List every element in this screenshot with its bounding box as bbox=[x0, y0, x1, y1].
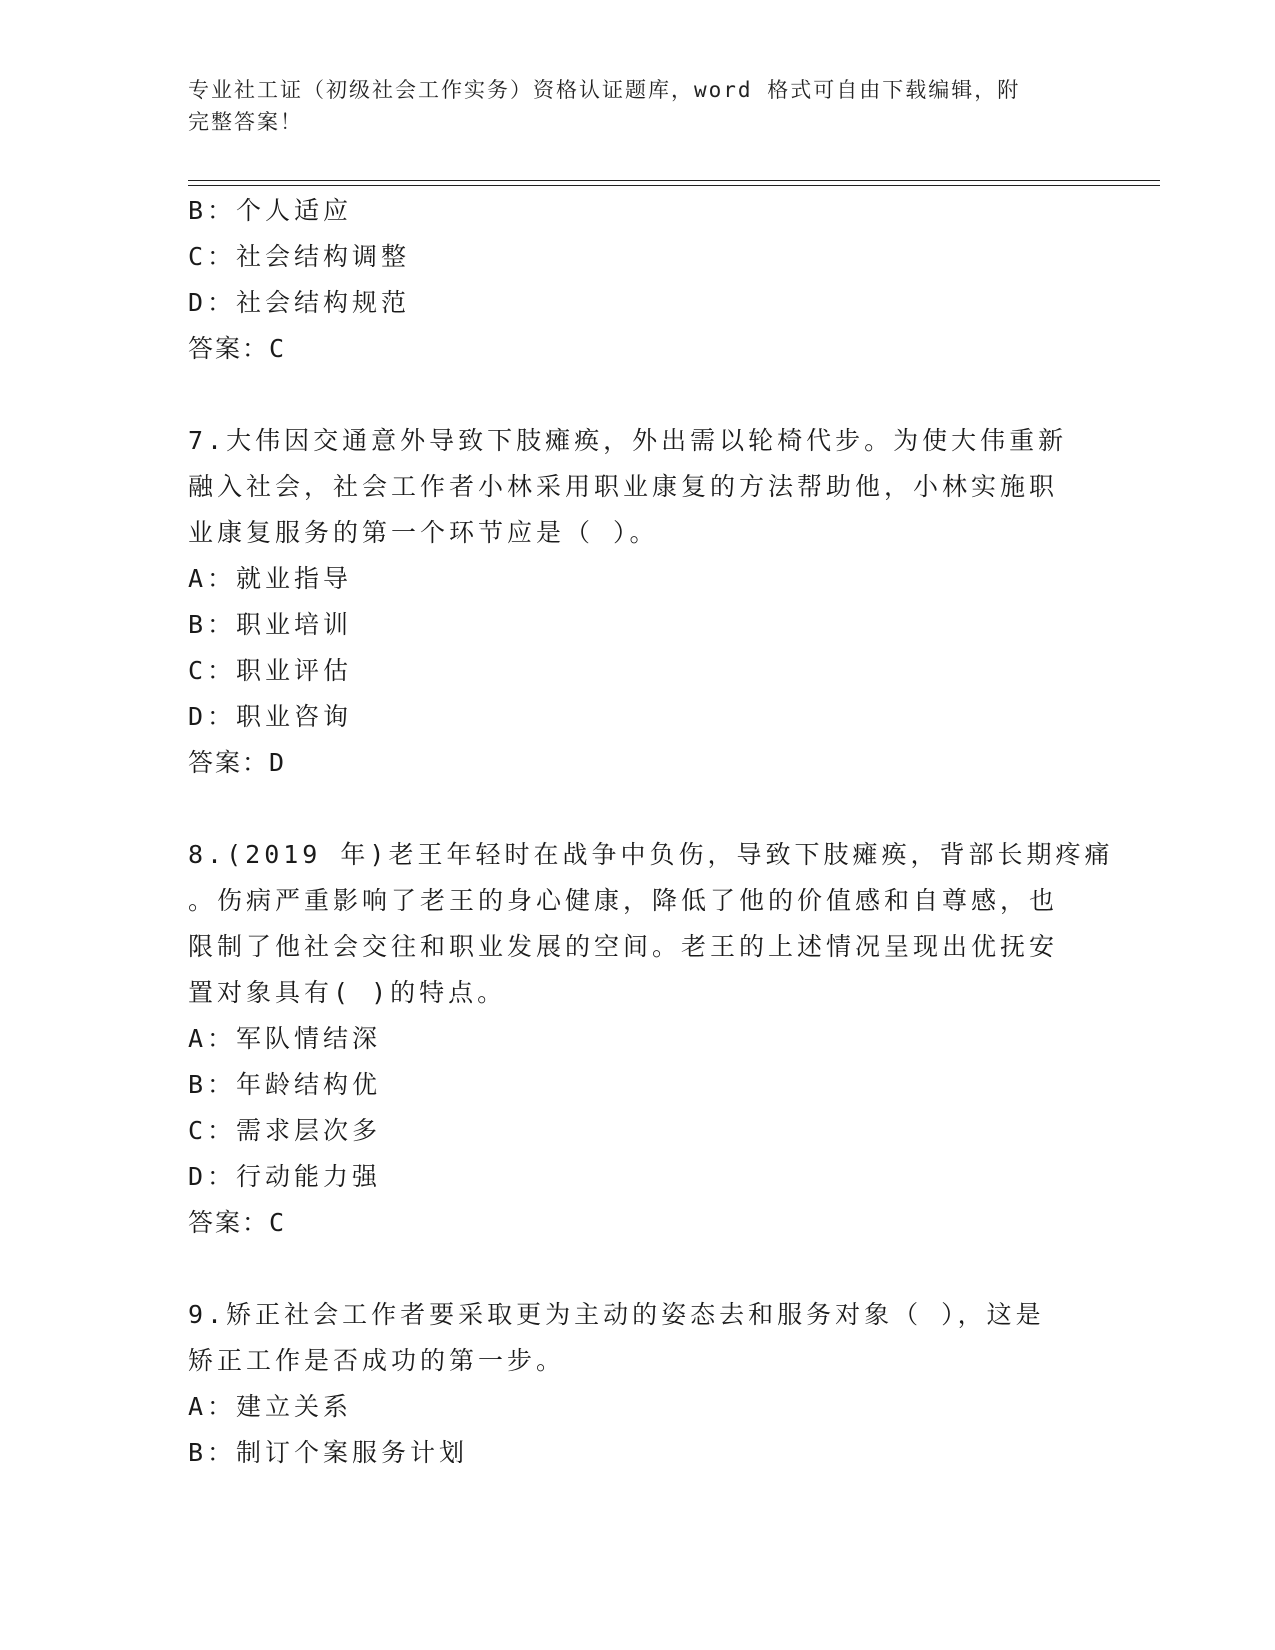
question-text-line: 置对象具有( )的特点。 bbox=[188, 978, 507, 1007]
option-b: B：年龄结构优 bbox=[188, 1070, 382, 1099]
option-a: A：就业指导 bbox=[188, 564, 353, 593]
option-b: B：制订个案服务计划 bbox=[188, 1438, 469, 1467]
spacer bbox=[188, 1246, 1088, 1292]
question-text-line: 8.(2019 年)老王年轻时在战争中负伤，导致下肢瘫痪，背部长期疼痛 bbox=[188, 840, 1114, 869]
question-7 bbox=[188, 418, 1088, 786]
question-text-line: 业康复服务的第一个环节应是（ ）。 bbox=[188, 518, 659, 547]
answer-line: 答案：C bbox=[188, 1208, 287, 1237]
question-text-line: 9.矫正社会工作者要采取更为主动的姿态去和服务对象（ ），这是 bbox=[188, 1300, 1045, 1329]
option-a: A：军队情结深 bbox=[188, 1024, 382, 1053]
option-d: D：职业咨询 bbox=[188, 702, 353, 731]
question-content bbox=[188, 188, 1114, 1476]
question-text-line: 矫正工作是否成功的第一步。 bbox=[188, 1346, 566, 1375]
option-d: D：行动能力强 bbox=[188, 1162, 382, 1191]
answer-line: 答案：D bbox=[188, 748, 287, 777]
document-header bbox=[188, 74, 1068, 138]
question-text-line: 。伤病严重影响了老王的身心健康，降低了他的价值感和自尊感，也 bbox=[188, 886, 1059, 915]
question-text-line: 限制了他社会交往和职业发展的空间。老王的上述情况呈现出优抚安 bbox=[188, 932, 1059, 961]
question-text-line: 7.大伟因交通意外导致下肢瘫痪，外出需以轮椅代步。为使大伟重新 bbox=[188, 426, 1068, 455]
header-double-rule bbox=[188, 180, 1160, 186]
option-a: A：建立关系 bbox=[188, 1392, 353, 1421]
option-c: C：需求层次多 bbox=[188, 1116, 382, 1145]
option-c: C：职业评估 bbox=[188, 656, 353, 685]
spacer bbox=[188, 786, 1088, 832]
spacer bbox=[188, 372, 1088, 418]
question-9 bbox=[188, 1292, 1088, 1476]
option-d: D：社会结构规范 bbox=[188, 288, 411, 317]
option-b: B：职业培训 bbox=[188, 610, 353, 639]
option-b: B：个人适应 bbox=[188, 196, 353, 225]
header-line-2: 完整答案！ bbox=[188, 110, 303, 134]
question-text-line: 融入社会，社会工作者小林采用职业康复的方法帮助他，小林实施职 bbox=[188, 472, 1059, 501]
header-line-1: 专业社工证（初级社会工作实务）资格认证题库，word 格式可自由下载编辑，附 bbox=[188, 78, 1021, 102]
question-8 bbox=[188, 832, 1114, 1246]
question-block-6-tail bbox=[188, 188, 1088, 372]
option-c: C：社会结构调整 bbox=[188, 242, 411, 271]
answer-line: 答案：C bbox=[188, 334, 287, 363]
